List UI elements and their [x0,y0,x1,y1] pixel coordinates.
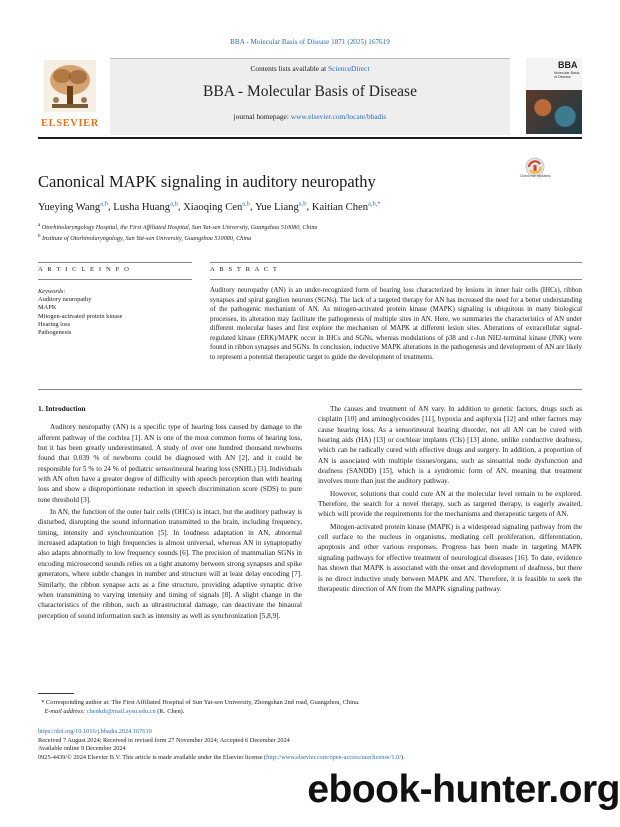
affiliations [38,222,582,243]
keyword: Pathogenesis [38,329,72,337]
affiliation-a [38,222,582,233]
paragraph: However, solutions that could cure AN at the molecular level remain to be explored. Therefore, the search for a novel therapy, such as targeted therapy, is eagerly awaited, which will provide the requirements for the mechanisms and therapeutic targets of AN. [318,489,582,519]
paragraph: Auditory neuropathy (AN) is a specific type of hearing loss caused by damage to the afferent pathway of the cochlea [1]. AN is one of the most common forms of hearing loss, but it has been greatly underestimated. A study of over one hundred thousand newborns found that 0.039 % of newborns could be diagnosed with AN [2], and it could be responsible for 5 % to 24 % of pediatric sensorineural hearing loss (SNHL) [3]. Individuals with AN often have a greater degree of difficulty with speech perception than with hearing loss and show a disproportionate reduction in speech discrimination score (SDS) to pure tone threshold [3]. [38,423,302,504]
author-affiliation-marks[interactable]: a,b [100,200,108,207]
right-column [318,404,582,594]
corresponding-author-footnote [38,699,582,716]
elsevier-wordmark: ELSEVIER [41,118,99,129]
contents-prefix: Contents lists available at [250,64,329,73]
author-name: Yue Liang [254,201,299,213]
left-column [38,404,302,621]
doi-link[interactable]: https://doi.org/10.1016/j.bbadis.2024.167619 [38,728,152,735]
abstract-top-rule [210,262,582,263]
publication-info [38,728,582,762]
author-affiliation-marks[interactable]: a,b [170,200,178,207]
author-name: Yueying Wang [38,201,101,213]
cover-title: BBA [558,60,578,70]
section-heading-introduction: 1. Introduction [38,404,86,413]
footnote-line [38,699,582,708]
check-for-updates-label[interactable]: Check for updates [519,174,551,178]
license-line [38,754,582,763]
received-dates: Received 7 August 2024; Received in revised form 27 November 2024; Accepted 6 December 2024 [38,736,290,744]
author-name: Xiaoqing Cen [183,201,243,213]
footnote-rule [38,693,74,694]
email-suffix: (K. Chen). [155,707,185,715]
keywords-label: Keywords: [38,288,66,295]
elsevier-tree-icon [44,60,96,112]
affiliation-mark: a [38,223,41,228]
article-title: Canonical MAPK signaling in auditory neuropathy [38,172,376,191]
author[interactable] [113,202,178,213]
paragraph: The causes and treatment of AN vary. In addition to genetic factors, drugs such as cisplatin [10] and aminoglycosides [11], hypoxia and asphyxia [12] and other factors may cause hearing loss. As a sensorineural hearing disorder, not all AN can be cured with hearing aids (HA) [13] or cochlear implants (CIs) [13] alone, unlike conductive deafness, which can be radically cured with effective drugs and surgery. In addition, a proportion of AN is associated with multiple tissues/organs, such as sinoatrial node dysfunction and deafness (SANDD) [15], which is a syndromic form of AN, meaning that treatment involves more than just the auditory pathway. [318,405,582,486]
author[interactable] [255,202,307,213]
abstract-heading: A B S T R A C T [210,266,279,273]
author-name: Kaitian Chen [311,201,369,213]
article-info-heading: A R T I C L E I N F O [38,266,131,273]
author-list: Yueying Wang$^{a,b}$, Lusha Huang$^{a,b}$, Xiaoqing Cen$^{a,b}$, Yue Liang$^{a,b}$, Kaitian Chen$^{a,b,*}$ [38,200,381,213]
license-suffix: ). [400,753,405,761]
author-affiliation-marks[interactable]: a,b [298,200,307,207]
footnote-mark: * [41,699,45,706]
paragraph: Mitogen-activated protein kinase (MAPK) is a widespread signaling pathway from the cell surface to the nucleus in organisms, mediating cell proliferation, differentiation, apoptosis and other various responses. Progress has been made in targeting MAPK signaling pathways for effective treatment of neurological diseases [16]. To date, evidence has shown that MAPK is associated with the onset and development of deafness, but there is no direct inductive study between MAPK and AN. Therefore, it is feasible to seek the therapeutic direction of AN from the MAPK signaling pathway. [318,522,582,593]
author-affiliation-marks[interactable]: a,b [242,200,251,207]
check-for-updates-icon[interactable] [520,156,550,186]
author-name: Lusha Huang [113,201,171,213]
journal-cover-image[interactable] [526,58,582,134]
contents-line [110,64,510,73]
sciencedirect-link[interactable]: ScienceDirect [328,64,370,73]
article-info-sub-rule [38,279,192,280]
keyword: Mitogen-activated protein kinase [38,312,123,320]
email-label: E-mail address: [44,707,86,715]
abstract-text: Auditory neuropathy (AN) is an under-recognized form of hearing loss characterized by lesions in inner hair cells (IHCs), ribbon synapses and spiral ganglion neurons (SGNs). The lack of a targeted therapy for AN has increased the need for a better understanding of the pathogenic mechanism of AN. As mitogen-activated protein kinase (MAPK) signaling is ubiquitous in many biological processes, its alteration may facilitate the pathogenesis of multiple sites in AN. Here, we summaries the characteristics of AN under different molecular bases and first explore the mechanism of MAPK at different lesion sites. Alterations of extracellular signal-regulated kinase (ERK)/MAPK occur in IHCs and SGNs, whereas modulations of p38 and c-Jun NH2-terminal kinase (JNK) were found in ribbon synapses and SGNs. In conclusion, inductive MAPK alterations in the pathogenesis and development of AN are likely to represent a potential therapeutic target to guide the development of treatments. [210,287,582,361]
elsevier-logo[interactable] [38,58,102,134]
license-link[interactable]: http://www.elsevier.com/open-access/userlicense/1.0/ [266,753,401,761]
footnote-text: Corresponding author at: The First Affiliated Hospital of Sun Yat-sen University, Zhongshan 2nd road, Guangzhou, China. [46,699,360,706]
available-online: Available online 9 December 2024 [38,745,126,752]
running-head[interactable]: BBA - Molecular Basis of Disease 1871 (2025) 167619 [230,38,390,46]
keyword: Auditory neuropathy [38,296,92,304]
abstract-bottom-rule [38,389,582,390]
keyword: MAPK [38,304,57,312]
author-affiliation-marks[interactable]: a,b,* [368,200,381,207]
cover-artwork [526,90,582,134]
email-link[interactable]: chenkdt@mail.sysu.edu.cn [86,707,156,715]
abstract-sub-rule [210,279,582,280]
article-info-top-rule [38,262,192,263]
homepage-prefix: journal homepage: [233,112,291,121]
affiliation-text: Otorhinolaryngology Hospital, the First Affiliated Hospital, Sun Yat-sen University, Guangzhou 510080, China [41,224,318,232]
license-prefix: 0925-4439/© 2024 Elsevier B.V. This article is made available under the Elsevier license ( [38,753,267,761]
cover-subtitle: Molecular Basis of Disease [554,71,580,80]
journal-name: BBA - Molecular Basis of Disease [203,83,417,100]
keywords-block [38,288,188,337]
watermark-text: ebook-hunter.org [307,768,620,811]
author[interactable] [312,202,381,213]
author[interactable] [38,202,108,213]
author[interactable] [183,202,250,213]
affiliation-b [38,233,582,244]
paragraph: In AN, the function of the outer hair cells (OHCs) is intact, but the auditory pathway is disturbed, disrupting the sound information transmitted to the brain, including frequency, timing, intensity and synchronization [5]. In loudness adaptation in AN, abnormal increased adaptation to high frequencies is almost universal, whereas AN in synaptopathy also adapts abnormally to low frequency sounds [6]. The precision of mammalian SGNs in encoding microsecond sounds relies on a tight anatomy between strong synapses and spike generators, where subtle changes in number and structure will at least delay encoding [7]. Similarly, the ribbon synapse acts as a fine structure, providing adaptive synaptic drive when transmitting to varying intensity and timing of signals [8]. A slight change in the characteristics of the ribbon, such as ultrastructural damage, can deactivate the binaural perception of sound information such as intensity as well as synchronization [5,8,9]. [38,508,302,620]
homepage-line [110,112,510,121]
homepage-link[interactable]: www.elsevier.com/locate/bbadis [290,112,387,121]
keyword: Hearing loss [38,320,71,328]
banner-center [110,58,510,135]
affiliation-text: Institute of Otorhinolaryngology, Sun Yat-sen University, Guangzhou 510080, China [42,234,252,242]
journal-banner [38,58,582,134]
email-line [38,708,582,717]
affiliation-mark: b [38,233,41,239]
banner-rule [38,137,582,139]
